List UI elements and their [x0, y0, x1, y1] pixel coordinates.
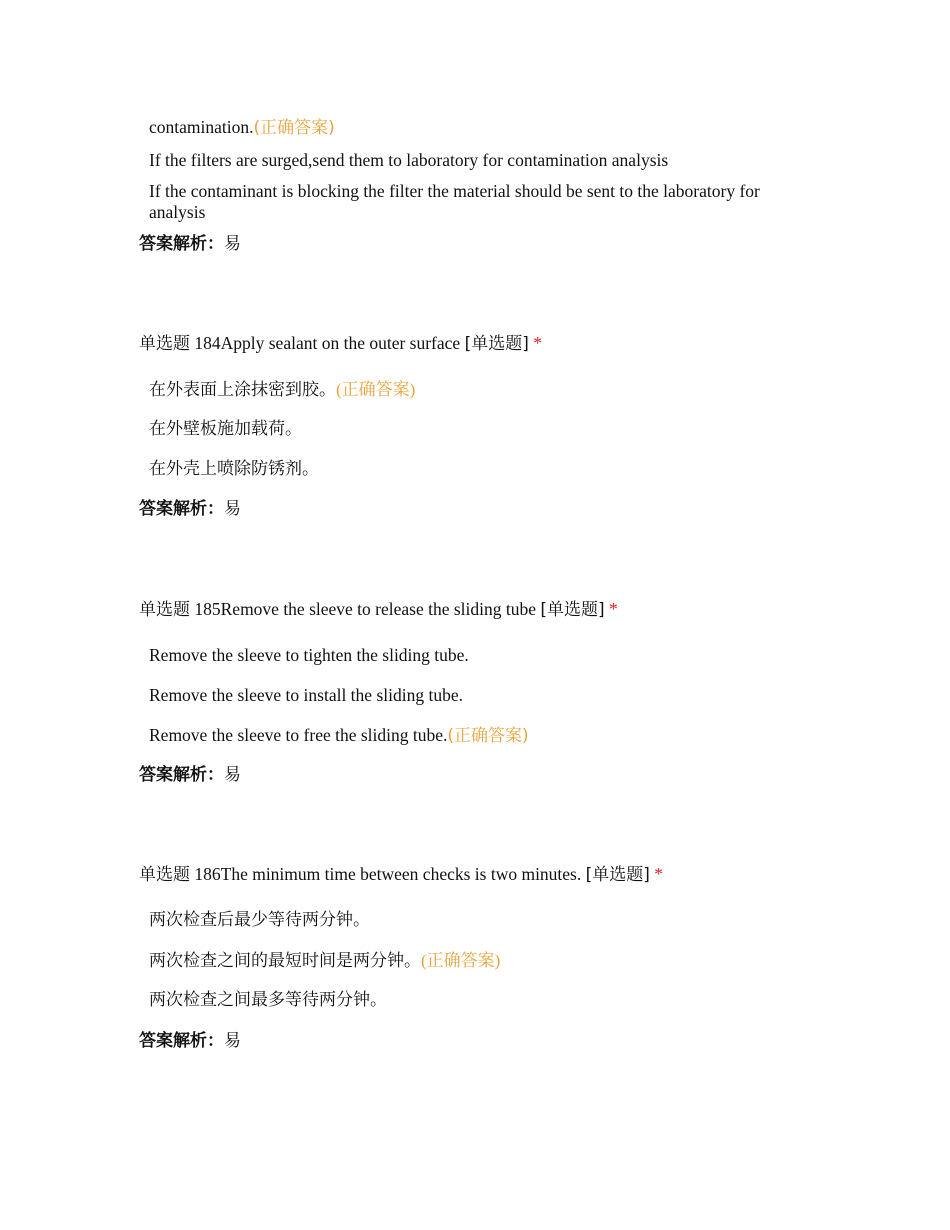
- question-186-title: [139, 864, 663, 886]
- analysis-label: 答案解析：: [139, 765, 224, 785]
- analysis-184: [139, 498, 241, 520]
- option-184-3: [149, 459, 319, 480]
- analysis-value: 易: [224, 1031, 241, 1051]
- option-185-1: [149, 645, 469, 666]
- option-prev-3: [149, 181, 809, 223]
- option-text: 在外壳上喷除防锈剂。: [149, 459, 319, 479]
- option-prev-1: [149, 117, 335, 139]
- option-text: Remove the sleeve to tighten the sliding tube.: [149, 645, 469, 665]
- option-186-1: [149, 910, 370, 931]
- question-184-title: [139, 333, 542, 355]
- option-186-2: [149, 950, 500, 972]
- correct-answer-tag: (正确答案): [336, 380, 416, 399]
- analysis-label: 答案解析：: [139, 1031, 224, 1051]
- option-text: 在外壁板施加载荷。: [149, 419, 302, 439]
- option-186-3: [149, 990, 387, 1011]
- option-185-3: [149, 725, 529, 747]
- question-prefix: 单选题: [139, 600, 190, 620]
- analysis-value: 易: [224, 234, 241, 254]
- question-type-tag: [单选题]: [585, 865, 650, 885]
- option-184-2: [149, 419, 302, 440]
- question-type-tag: [单选题]: [464, 334, 529, 354]
- correct-answer-tag: (正确答案): [421, 951, 501, 970]
- option-text: contamination.: [149, 117, 254, 137]
- option-text: 两次检查之间的最短时间是两分钟。: [149, 951, 421, 971]
- analysis-prev: [139, 233, 241, 255]
- option-185-2: [149, 685, 463, 706]
- option-text: If the contaminant is blocking the filter the material should be sent to the laboratory for analysis: [149, 181, 760, 222]
- required-asterisk: *: [649, 864, 664, 884]
- correct-answer-tag: (正确答案): [253, 118, 335, 138]
- analysis-185: [139, 764, 241, 786]
- option-text: 两次检查后最少等待两分钟。: [149, 910, 370, 930]
- question-prefix: 单选题: [139, 334, 190, 354]
- analysis-value: 易: [224, 499, 241, 519]
- question-text: 186The minimum time between checks is two minutes.: [190, 864, 586, 884]
- question-185-title: [139, 599, 618, 621]
- question-prefix: 单选题: [139, 865, 190, 885]
- analysis-label: 答案解析：: [139, 234, 224, 254]
- analysis-186: [139, 1030, 241, 1052]
- required-asterisk: *: [528, 333, 542, 353]
- analysis-label: 答案解析：: [139, 499, 224, 519]
- option-prev-2: [149, 150, 668, 171]
- question-text: 184Apply sealant on the outer surface: [190, 333, 465, 353]
- question-text: 185Remove the sleeve to release the sliding tube: [190, 599, 541, 619]
- option-text: If the filters are surged,send them to laboratory for contamination analysis: [149, 150, 669, 170]
- correct-answer-tag: (正确答案): [447, 726, 529, 746]
- question-type-tag: [单选题]: [540, 600, 605, 620]
- required-asterisk: *: [604, 599, 618, 619]
- option-text: 两次检查之间最多等待两分钟。: [149, 990, 387, 1010]
- option-184-1: [149, 379, 415, 401]
- option-text: Remove the sleeve to install the sliding tube.: [149, 685, 463, 705]
- option-text: Remove the sleeve to free the sliding tube.: [149, 725, 448, 745]
- option-text: 在外表面上涂抹密到胶。: [149, 380, 336, 400]
- analysis-value: 易: [224, 765, 241, 785]
